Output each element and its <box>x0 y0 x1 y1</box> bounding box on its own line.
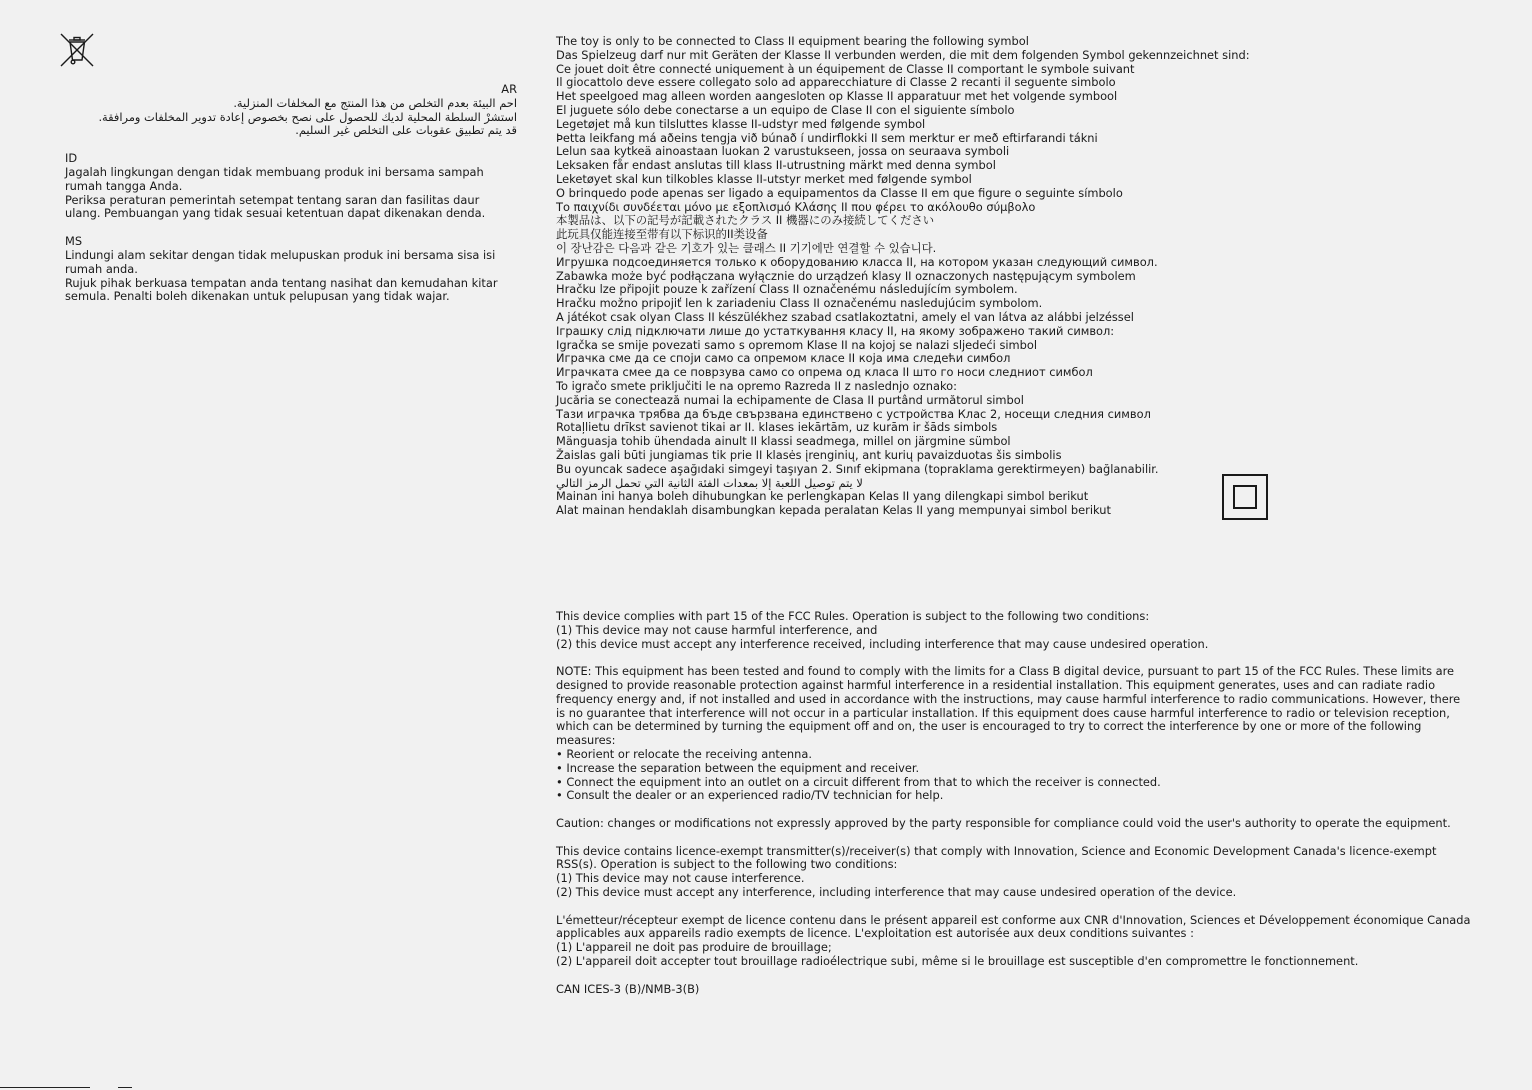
toy-line-sv: Leksaken får endast anslutas till klass II-utrustning märkt med denna symbol <box>556 158 996 173</box>
toy-line-el: Το παιχνίδι συνδέεται μόνο με εξοπλισμό Κλάσης II που φέρει το ακόλουθο σύμβολο <box>556 199 1036 214</box>
language-code-ar: AR <box>501 82 517 96</box>
toy-line-sl: To igračo smete priključiti le na opremo Razreda II z naslednjo oznako: <box>556 378 957 393</box>
section-ar <box>65 83 517 138</box>
toy-line-hr: Igračka se smije povezati samo s opremom Klase II na kojoj se nalazi sljedeći simbol <box>556 337 1038 352</box>
id-text: Jagalah lingkungan dengan tidak membuang produk ini bersama sampah rumah tangga Anda. <box>65 164 484 193</box>
fcc-compliance-statement: This device complies with part 15 of the FCC Rules. Operation is subject to the following two conditions: (1) This device may not cause harmful interference, and (2) this device must accept any interference received, including interference that may cause undesired operation. <box>556 609 1209 651</box>
toy-line-ro: Jucăria se conectează numai la echipamente de Clasa II purtând următorul simbol <box>556 392 1024 407</box>
ised-statement-en: This device contains licence-exempt transmitter(s)/receiver(s) that comply with Innovation, Science and Economic Development Canada's licence-exempt RSS(s). Operation is subject to the following two conditions: (1) This device may not cause interference. (2) This device must accept any interference, including interference that may cause undesired operation of the device. <box>556 843 1437 899</box>
toy-line-fi: Lelun saa kytkeä ainoastaan luokan 2 varustukseen, jossa on seuraava symboli <box>556 144 1010 159</box>
toy-line-sk: Hračku možno pripojiť len k zariadeniu Class II označenému nasledujúcim symbolom. <box>556 296 1043 311</box>
toy-line-da: Legetøjet må kun tilsluttes klasse II-udstyr med følgende symbol <box>556 116 926 131</box>
ar-text-line: استشرْ السلطة المحلية لديك للحصول على نصح بخصوص إعادة تدوير المخلفات ومرافقة. <box>98 109 517 124</box>
ms-text: Rujuk pihak berkuasa tempatan anda tentang nasihat dan kemudahan kitar semula. Penalti boleh dikenakan untuk pelupusan yang tidak wajar. <box>65 275 498 304</box>
toy-line-ru: Игрушка подсоединяется только к оборудованию класса II, на котором указан следующий символ. <box>556 254 1158 269</box>
toy-line-ko: 이 장난감은 다음과 같은 기호가 있는 클래스 II 기기에만 연결할 수 있습니다. <box>556 240 937 255</box>
toy-line-nl: Het speelgoed mag alleen worden aangesloten op Klasse II apparatuur met het volgende symbool <box>556 89 1118 104</box>
class-ii-double-square-icon <box>1222 474 1268 520</box>
toy-line-uk: Іграшку слід підключати лише до устаткування класу II, на якому зображено такий символ: <box>556 323 1115 338</box>
ised-statement-fr: L'émetteur/récepteur exempt de licence contenu dans le présent appareil est conforme aux CNR d'Innovation, Sciences et Développement économique Canada applicables aux appareils radio exempts de licence. L'exploitation est autorisée aux deux conditions suivantes : (1) L'appareil ne doit pas produire de brouillage; (2) L'appareil doit accepter tout brouillage radioélectrique subi, même si le brouillage est susceptible d'en compromettre le fonctionnement. <box>556 912 1471 968</box>
disposal-instructions <box>65 83 517 318</box>
can-ices-label: CAN ICES-3 (B)/NMB-3(B) <box>556 981 700 996</box>
footer-divider <box>118 1087 132 1088</box>
toy-line-tr: Bu oyuncak sadece aşağıdaki simgeyi taşıyan 2. Sınıf ekipmana (topraklama gerektirmeyen) bağlanabilir. <box>556 461 1159 476</box>
toy-line-zh: 此玩具仅能连接至带有以下标识的II类设备 <box>556 227 768 242</box>
ar-text-line: احم البيئة بعدم التخلص من هذا المنتج مع المخلفات المنزلية. <box>233 95 517 110</box>
footer-divider <box>0 1087 90 1088</box>
fcc-caution: Caution: changes or modifications not expressly approved by the party responsible for compliance could void the user's authority to operate the equipment. <box>556 815 1451 830</box>
toy-line-pt: O brinquedo pode apenas ser ligado a equipamentos da Classe II em que figure o seguinte símbolo <box>556 185 1123 200</box>
regulatory-statements <box>556 610 1471 1010</box>
ms-text: Lindungi alam sekitar dengan tidak melupuskan produk ini bersama sisa isi rumah anda. <box>65 247 496 276</box>
class-ii-connection-notice <box>556 35 1476 518</box>
toy-line-sr: Играчка сме да се споји само са опремом класе II која има следећи симбол <box>556 351 1011 366</box>
toy-line-pl: Zabawka może być podłączana wyłącznie do urządzeń klasy II oznaczonych następującym symbolem <box>556 268 1136 283</box>
section-id <box>65 152 517 221</box>
toy-line-is: Þetta leikfang má aðeins tengja við búnað í undirflokki II sem merktur er með eftirfarandi tákni <box>556 130 1098 145</box>
toy-line-cs: Hračku lze připojit pouze k zařízení Class II označenému následujícím symbolem. <box>556 282 1018 297</box>
toy-line-bg: Тази играчка трябва да бъде свързвана единствено с устройства Клас 2, носещи следния символ <box>556 406 1151 421</box>
toy-line-es: El juguete sólo debe conectarse a un equipo de Clase II con el siguiente símbolo <box>556 102 1015 117</box>
language-code-id: ID <box>65 151 78 166</box>
fcc-class-b-note: NOTE: This equipment has been tested and found to comply with the limits for a Class B digital device, pursuant to part 15 of the FCC Rules. These limits are designed to provide reasonable protection against harmful interference in a residential installation. This equipment generates, uses and can radiate radio frequency energy and, if not installed and used in accordance with the instructions, may cause harmful interference to radio communications. However, there is no guarantee that interference will not occur in a particular installation. If this equipment does cause harmful interference to radio or television reception, which can be determined by turning the equipment off and on, the user is encouraged to try to correct the interference by one or more of the following measures: • Reorient or relocate the receiving antenna. • Increase the separation between the equipment and receiver. • Connect the equipment into an outlet on a circuit different from that to which the receiver is connected. • Consult the dealer or an experienced radio/TV technician for help. <box>556 664 1461 803</box>
toy-line-en: The toy is only to be connected to Class II equipment bearing the following symbol <box>556 34 1029 48</box>
id-text: Periksa peraturan pemerintah setempat tentang saran dan fasilitas daur ulang. Pembuangan yang tidak sesuai ketentuan dapat dikenakan denda. <box>65 192 486 221</box>
toy-line-ja: 本製品は、以下の記号が記載されたクラス II 機器にのみ接続してください <box>556 213 935 228</box>
section-ms <box>65 235 517 304</box>
toy-line-hu: A játékot csak olyan Class II készülékhez szabad csatlakoztatni, amely el van látva az alábbi jelzéssel <box>556 309 1134 324</box>
toy-line-fr: Ce jouet doit être connecté uniquement à un équipement de Classe II comportant le symbole suivant <box>556 61 1135 76</box>
toy-line-lv: Rotaļlietu drīkst savienot tikai ar II. klases iekārtām, uz kurām ir šāds simbols <box>556 420 998 435</box>
ar-text-line: قد يتم تطبيق عقوبات على التخلص غير السليم. <box>295 123 517 138</box>
toy-line-it: Il giocattolo deve essere collegato solo ad apparecchiature di Classe 2 recanti il seguente simbolo <box>556 75 1116 90</box>
toy-line-de: Das Spielzeug darf nur mit Geräten der Klasse II verbunden werden, die mit dem folgenden Symbol gekennzeichnet sind: <box>556 47 1250 62</box>
language-code-ms: MS <box>65 234 83 249</box>
toy-line-ar: لا يتم توصيل اللعبة إلا بمعدات الفئة الثانية التي تحمل الرمز التالي <box>556 475 863 490</box>
toy-line-no: Leketøyet skal kun tilkobles klasse II-utstyr merket med følgende symbol <box>556 171 972 186</box>
toy-line-mk: Играчката смее да се поврзува само со опрема од класа II што го носи следниот симбол <box>556 365 1093 380</box>
toy-line-et: Mänguasja tohib ühendada ainult II klassi seadmega, millel on järgmine sümbol <box>556 434 1011 449</box>
toy-line-id: Mainan ini hanya boleh dihubungkan ke perlengkapan Kelas II yang dilengkapi simbol berikut <box>556 489 1089 504</box>
toy-line-ms: Alat mainan hendaklah disambungkan kepada peralatan Kelas II yang mempunyai simbol berikut <box>556 503 1111 518</box>
toy-line-lt: Žaislas gali būti jungiamas tik prie II klasės įrenginių, ant kurių pavaizduotas šis simbolis <box>556 447 1062 462</box>
crossed-out-wheelie-bin-icon <box>58 31 96 69</box>
